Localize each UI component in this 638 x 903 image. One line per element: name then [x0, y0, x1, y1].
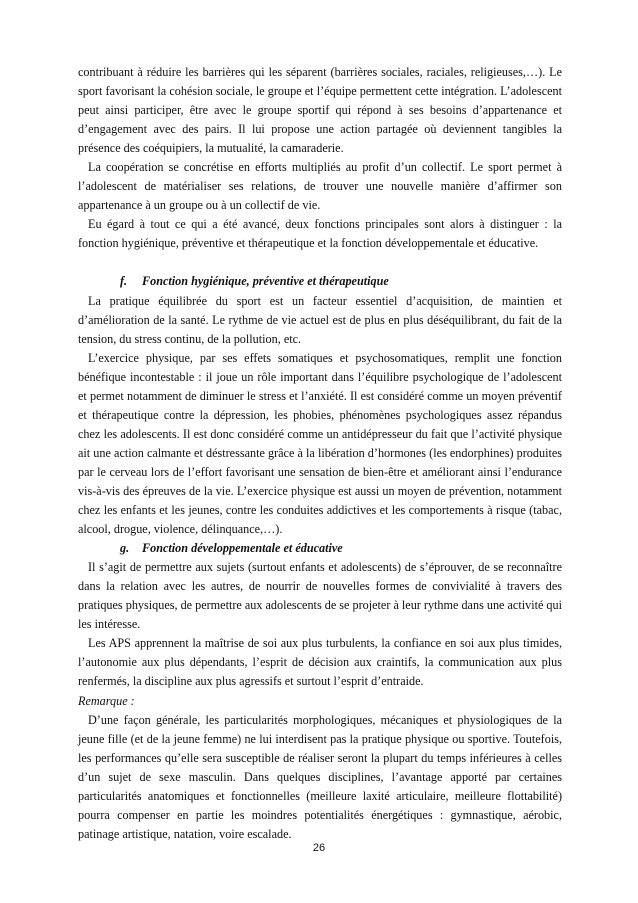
paragraph-g-2: Les APS apprennent la maîtrise de soi aux plus turbulents, la confiance en soi aux plus timides, l’autonomie aux plus dépendants, l’esprit de décision aux craintifs, la communication aux plus renfermés, la discipline aux plus agressifs et surtout l’esprit d’entraide. [78, 636, 562, 689]
heading-section-g [78, 539, 562, 558]
heading-section-f-number: f. [120, 274, 128, 289]
paragraph-f-1: La pratique équilibrée du sport est un facteur essentiel d’acquisition, de maintien et d’amélioration de la santé. Le rythme de vie actuel est de plus en plus déséquilibrant, du fait de la tension, du stress continu, de la pollution, etc. [78, 293, 562, 346]
paragraph-intro-2: La coopération se concrétise en efforts multipliés au profit d’un collectif. Le sport permet à l’adolescent de matérialiser ses relations, de trouver une nouvelle manière d’affirmer son appartenance à un groupe ou à un collectif de vie. [78, 160, 562, 213]
page-number: 26 [312, 842, 326, 854]
document-page [78, 63, 562, 844]
paragraph-f-2: L’exercice physique, par ses effets somatiques et psychosomatiques, remplit une fonction bénéfique incontestable : il joue un rôle important dans l’équilibre psychologique de l’adolescent et permet notamment de diminuer le stress et l’anxiété. Il est considéré comme un moyen préventif et thérapeutique contre la dépression, les phobies, phénomènes psychologiques assez répandus chez les adolescents. Il est donc considéré comme un antidépresseur du fait que l’activité physique ait une action calmante et déstressante grâce à la libération d’hormones (les endorphines) produites par le cerveau lors de l’effort favorisant une sensation de bien-être et améliorant ainsi l’endurance vis-à-vis des épreuves de la vie. L’exercice physique est aussi un moyen de prévention, notamment chez les enfants et les jeunes, contre les conduites addictives et les comportements à risque (tabac, alcool, drogue, violence, délinquance,…). [78, 350, 562, 537]
remark-label: Remarque : [78, 693, 135, 708]
paragraph-intro-3: Eu égard à tout ce qui a été avancé, deux fonctions principales sont alors à distinguer : la fonction hygiénique, préventive et thérapeutique et la fonction développementale et éducative. [78, 217, 562, 251]
paragraph-intro-1: contribuant à réduire les barrières qui les séparent (barrières sociales, raciales, religieuses,…). Le sport favorisant la cohésion sociale, le groupe et l’équipe permettent cette intégration. L’adolescent peut ainsi participer, être avec le groupe sportif qui répond à ses besoins d’appartenance et d’engagement avec des pairs. Il lui propose une action partagée où deviennent tangibles la présence des coéquipiers, la mutualité, la camaraderie. [78, 65, 562, 156]
paragraph-g-1: Il s’agit de permettre aux sujets (surtout enfants et adolescents) de s’éprouver, de se reconnaître dans la relation avec les autres, de nourrir de nouvelles formes de convivialité à travers des pratiques physiques, de permettre aux adolescents de se projeter à leur rythme dans une activité qui les intéresse. [78, 560, 562, 632]
paragraph-remark: D’une façon générale, les particularités morphologiques, mécaniques et physiologiques de la jeune fille (et de la jeune femme) ne lui interdisent pas la pratique physique ou sportive. Toutefois, les performances qu’elle sera susceptible de réaliser seront la plupart du temps inférieures à celles d’un sujet de sexe masculin. Dans quelques disciplines, l’avantage apporté par certaines particularités anatomiques et fonctionnelles (meilleure laxité articulaire, meilleure flottabilité) pourra compenser en partie les moindres potentialités énergétiques : gymnastique, aérobic, patinage artistique, natation, voire escalade. [78, 712, 562, 841]
heading-section-f [78, 272, 562, 291]
heading-section-g-number: g. [120, 541, 130, 556]
heading-section-g-title: Fonction développementale et éducative [142, 541, 343, 556]
heading-section-f-title: Fonction hygiénique, préventive et thérapeutique [142, 274, 389, 289]
